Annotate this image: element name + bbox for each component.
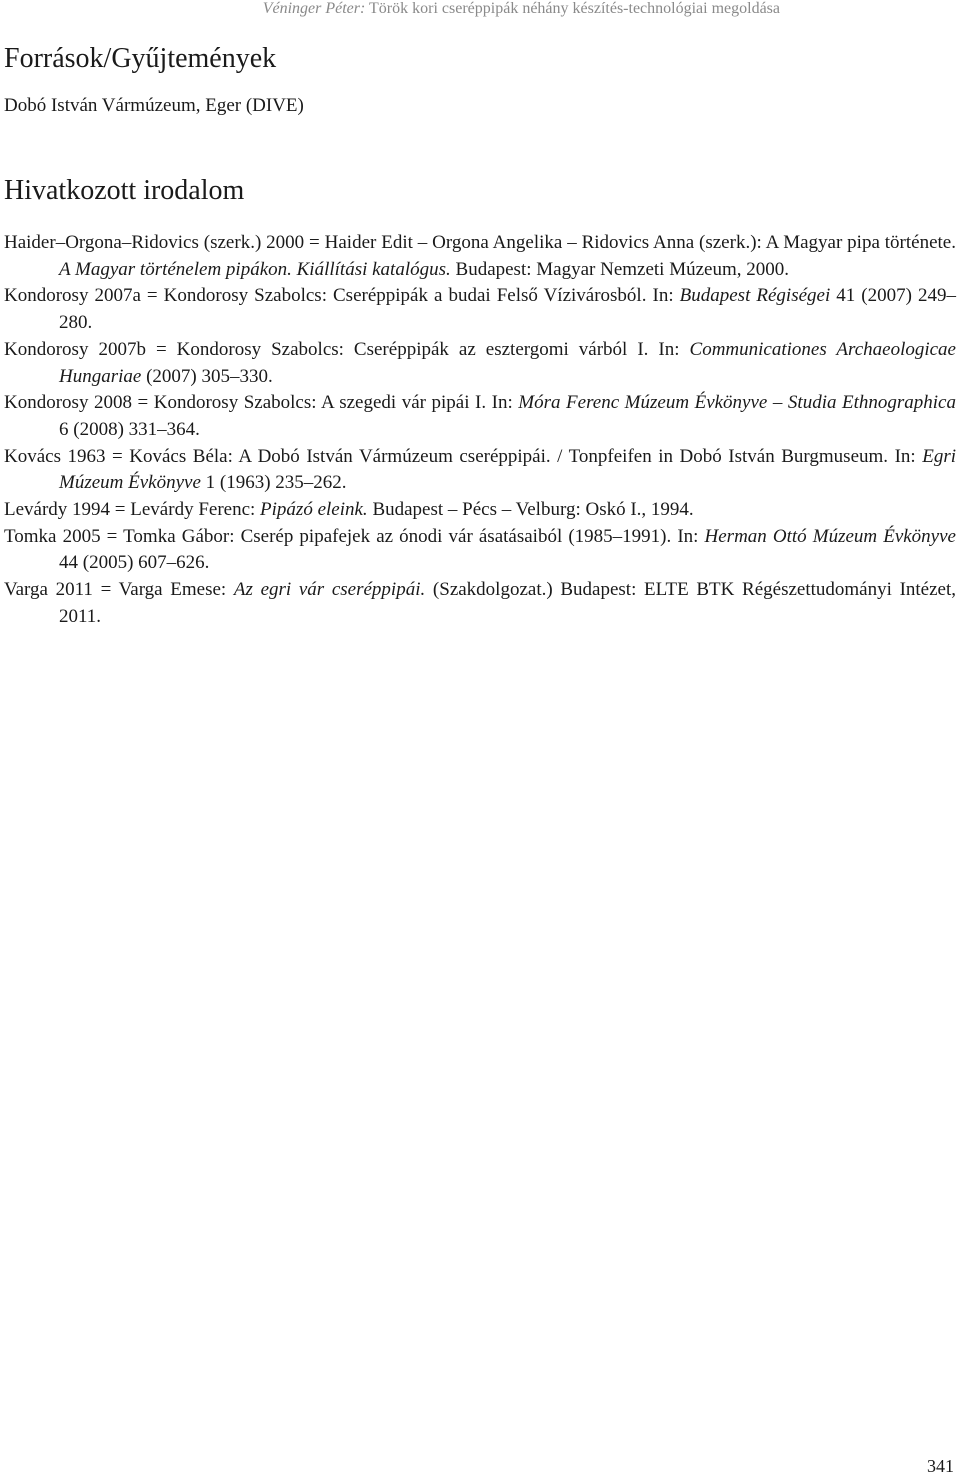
reference-title: Pipázó eleink. <box>260 499 368 521</box>
running-header <box>0 0 780 18</box>
references-heading: Hivatkozott irodalom <box>4 175 245 206</box>
reference-text: (Szakdolgozat.) Budapest: ELTE BTK Régészettudományi Intézet, 2011. <box>59 579 957 627</box>
source-entry: Dobó István Vármúzeum, Eger (DIVE) <box>4 95 304 116</box>
reference-entry <box>4 524 956 577</box>
page-number: 341 <box>927 1456 954 1476</box>
reference-title: Egri Múzeum Évkönyve <box>59 445 956 494</box>
reference-text: Haider–Orgona–Ridovics (szerk.) 2000 = Haider Edit – Orgona Angelika – Ridovics Anna (szerk.): A Magyar pipa története. <box>4 232 956 253</box>
reference-text: Kondorosy 2007b = Kondorosy Szabolcs: Cseréppipák az esztergomi várból I. In: <box>4 338 690 360</box>
reference-title: Herman Ottó Múzeum Évkönyve <box>704 525 956 547</box>
reference-title: Budapest Régiségei <box>679 285 831 307</box>
running-header-author: Véninger Péter: <box>262 0 366 17</box>
reference-text: (2007) 305–330. <box>141 365 273 387</box>
reference-text: Budapest: Magyar Nemzeti Múzeum, 2000. <box>450 258 789 280</box>
reference-text: 44 (2005) 607–626. <box>59 552 210 574</box>
reference-entry <box>4 283 956 336</box>
reference-text: Kovács 1963 = Kovács Béla: A Dobó István Vármúzeum cseréppipái. / Tonpfeifen in Dobó István Burgmuseum. In: <box>4 445 923 467</box>
reference-text: 1 (1963) 235–262. <box>200 472 347 494</box>
reference-list <box>4 230 956 631</box>
reference-entry <box>4 390 956 443</box>
reference-entry <box>4 577 956 630</box>
reference-title: Communicationes Archaeologicae Hungariae <box>59 338 956 387</box>
reference-text: 41 (2007) 249–280. <box>59 285 956 334</box>
reference-text: Budapest – Pécs – Velburg: Oskó I., 1994. <box>367 499 694 521</box>
reference-title: Móra Ferenc Múzeum Évkönyve – Studia Ethnographica <box>518 392 956 414</box>
reference-entry <box>4 230 956 283</box>
sources-heading: Források/Gyűjtemények <box>4 43 277 74</box>
reference-entry <box>4 444 956 497</box>
reference-title: Az egri vár cseréppipái. <box>233 579 426 601</box>
reference-entry <box>4 337 956 390</box>
reference-text: 6 (2008) 331–364. <box>59 418 200 440</box>
reference-text: Kondorosy 2008 = Kondorosy Szabolcs: A szegedi vár pipái I. In: <box>4 392 519 414</box>
reference-text: Varga 2011 = Varga Emese: <box>4 579 234 601</box>
reference-text: Tomka 2005 = Tomka Gábor: Cserép pipafejek az ónodi vár ásatásaiból (1985–1991). In: <box>4 525 705 547</box>
reference-text: Levárdy 1994 = Levárdy Ferenc: <box>4 499 261 521</box>
reference-text: Kondorosy 2007a = Kondorosy Szabolcs: Cseréppipák a budai Felső Vízivárosból. In: <box>4 285 680 307</box>
reference-title: A Magyar történelem pipákon. Kiállítási katalógus. <box>59 258 451 280</box>
reference-entry <box>4 497 956 524</box>
running-header-title: Török kori cseréppipák néhány készítés-technológiai megoldása <box>369 0 780 17</box>
